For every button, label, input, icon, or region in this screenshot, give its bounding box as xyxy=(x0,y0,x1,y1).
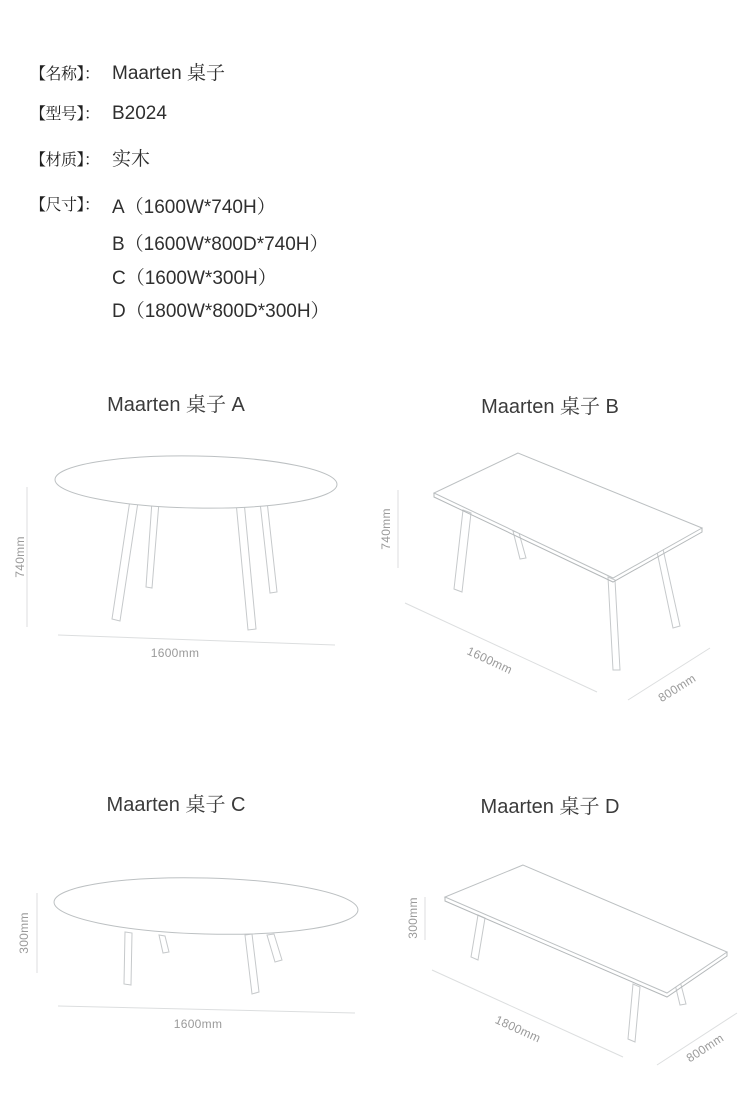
figure-drawing-table-a xyxy=(0,440,375,690)
width-dimension-label: 1600mm xyxy=(464,643,515,677)
size-option-a: A（1600W*740H） xyxy=(112,197,276,218)
depth-dimension-label: 800mm xyxy=(683,1030,727,1066)
table-b-leg xyxy=(656,547,680,628)
spec-label-material: 【材质】： xyxy=(30,152,100,169)
width-dimension-label: 1600mm xyxy=(150,646,200,660)
spec-value-name: Maarten 桌子 xyxy=(112,63,225,84)
table-c-leg xyxy=(245,934,259,994)
table-d-leg xyxy=(471,915,485,960)
spec-value-material: 实木 xyxy=(112,149,151,170)
table-b-leg xyxy=(608,577,620,670)
table-c-top-outline xyxy=(53,874,358,938)
table-b-leg xyxy=(454,510,471,592)
height-dimension-label: 740mm xyxy=(13,536,27,578)
figure-title-c: Maarten 桌子 C xyxy=(106,794,246,816)
width-dimension-label: 1800mm xyxy=(493,1012,543,1046)
width-dimension-line xyxy=(432,970,623,1057)
figure-drawing-table-b xyxy=(375,440,750,720)
width-dimension-line xyxy=(58,635,335,645)
spec-row-size xyxy=(30,192,112,215)
table-d-top-outline xyxy=(445,865,727,993)
width-dimension-line xyxy=(405,603,597,692)
table-c-leg xyxy=(267,934,282,962)
height-dimension-label: 300mm xyxy=(406,897,420,939)
spec-row-material xyxy=(30,144,150,171)
height-dimension-label: 300mm xyxy=(17,912,31,954)
size-option-c: C（1600W*300H） xyxy=(112,268,277,289)
height-dimension-label: 740mm xyxy=(379,508,393,550)
spec-value-model: B2024 xyxy=(112,103,167,124)
spec-label-size: 【尺寸】： xyxy=(30,197,100,214)
spec-row-name xyxy=(30,58,225,85)
table-a-leg xyxy=(112,500,138,621)
table-c-leg xyxy=(159,935,169,953)
spec-label-model: 【型号】： xyxy=(30,106,100,123)
size-option-d: D（1800W*800D*300H） xyxy=(112,301,330,322)
table-d-leg xyxy=(628,984,640,1042)
figure-drawing-table-c xyxy=(0,845,375,1095)
figure-drawing-table-d xyxy=(375,845,750,1118)
figure-title-b: Maarten 桌子 B xyxy=(481,396,619,418)
width-dimension-line xyxy=(58,1006,355,1013)
width-dimension-label: 1600mm xyxy=(173,1017,223,1031)
table-a-leg xyxy=(260,501,277,593)
figure-title-a: Maarten 桌子 A xyxy=(107,394,245,416)
size-option-b: B（1600W*800D*740H） xyxy=(112,234,329,255)
table-a-leg xyxy=(236,501,256,630)
spec-label-name: 【名称】： xyxy=(30,66,100,83)
figure-title-d: Maarten 桌子 D xyxy=(480,796,620,818)
table-a-top-outline xyxy=(55,454,338,511)
spec-row-model xyxy=(30,101,167,125)
table-c-leg xyxy=(124,932,132,985)
table-a-leg xyxy=(146,501,159,588)
depth-dimension-label: 800mm xyxy=(655,671,699,705)
